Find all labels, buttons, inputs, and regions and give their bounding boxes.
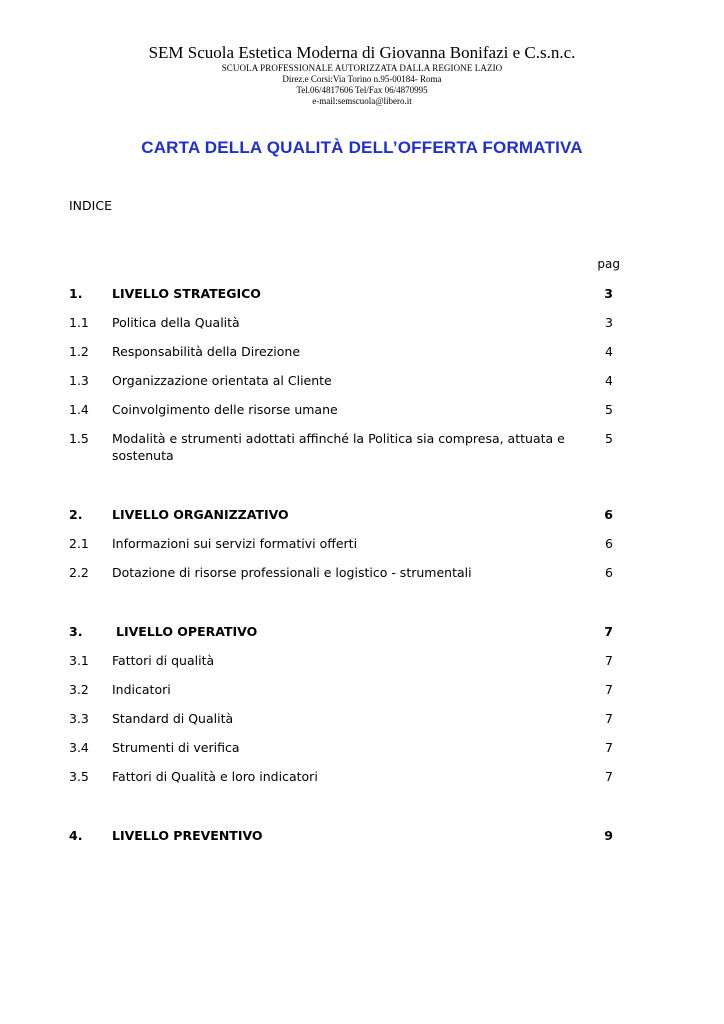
toc-number: 3.4	[69, 740, 89, 755]
index-heading: INDICE	[69, 198, 112, 213]
toc-page-number: 7	[605, 682, 613, 697]
toc-label: Organizzazione orientata al Cliente	[112, 373, 332, 388]
toc-number: 3.1	[69, 653, 89, 668]
toc-label: Coinvolgimento delle risorse umane	[112, 402, 338, 417]
toc-page-number: 5	[605, 402, 613, 417]
toc-number: 3.5	[69, 769, 89, 784]
toc-page-number: 3	[604, 286, 613, 301]
toc-page-number: 7	[605, 711, 613, 726]
toc-label: LIVELLO STRATEGICO	[112, 286, 261, 301]
school-address: Direz.e Corsi:Via Torino n.95-00184- Roma	[282, 74, 442, 84]
toc-number: 1.4	[69, 402, 89, 417]
toc-label: Responsabilità della Direzione	[112, 344, 301, 359]
document-title: CARTA DELLA QUALITÀ DELL’OFFERTA FORMATIVA	[141, 138, 583, 157]
school-email: e-mail:semscuola@libero.it	[312, 96, 412, 106]
toc-label: Politica della Qualità	[112, 315, 240, 330]
toc-label: Strumenti di verifica	[112, 740, 240, 755]
page-column-label: pag	[597, 257, 620, 271]
toc-page-number: 9	[604, 828, 613, 843]
school-authorization: SCUOLA PROFESSIONALE AUTORIZZATA DALLA REGIONE LAZIO	[221, 63, 503, 73]
school-name: SEM Scuola Estetica Moderna di Giovanna Bonifazi e C.s.n.c.	[148, 43, 576, 62]
toc-number: 2.	[69, 507, 83, 522]
toc-label: LIVELLO OPERATIVO	[116, 624, 258, 639]
school-phone: Tel.06/4817606 Tel/Fax 06/4870995	[296, 85, 428, 95]
toc-number: 3.	[69, 624, 83, 639]
toc-label: Indicatori	[112, 682, 171, 697]
toc-label: Fattori di qualità	[112, 653, 215, 668]
toc-label: Fattori di Qualità e loro indicatori	[112, 769, 318, 784]
toc-label: Modalità e strumenti adottati affinché la Politica sia compresa, attuata e sostenuta	[112, 431, 565, 463]
toc-page-number: 5	[605, 431, 613, 446]
toc-label: Standard di Qualità	[112, 711, 234, 726]
toc-label: Informazioni sui servizi formativi offerti	[112, 536, 358, 551]
toc-label: Dotazione di risorse professionali e logistico - strumentali	[112, 565, 472, 580]
toc-number: 3.2	[69, 682, 89, 697]
toc-number: 3.3	[69, 711, 89, 726]
toc-number: 1.	[69, 286, 83, 301]
toc-number: 2.1	[69, 536, 89, 551]
toc-page-number: 4	[605, 344, 613, 359]
toc-page-number: 3	[605, 315, 613, 330]
toc-number: 4.	[69, 828, 83, 843]
toc-number: 1.5	[69, 431, 89, 446]
toc-page-number: 4	[605, 373, 613, 388]
toc-page-number: 6	[605, 536, 613, 551]
toc-page-number: 6	[605, 565, 613, 580]
toc-page-number: 7	[605, 653, 613, 668]
toc-number: 1.3	[69, 373, 89, 388]
toc-page-number: 7	[605, 769, 613, 784]
toc-page-number: 7	[605, 740, 613, 755]
toc-label: LIVELLO ORGANIZZATIVO	[112, 507, 289, 522]
toc-number: 1.2	[69, 344, 89, 359]
toc-page-number: 6	[604, 507, 613, 522]
toc-label: LIVELLO PREVENTIVO	[112, 828, 263, 843]
toc-number: 2.2	[69, 565, 89, 580]
toc-number: 1.1	[69, 315, 89, 330]
toc-page-number: 7	[604, 624, 613, 639]
